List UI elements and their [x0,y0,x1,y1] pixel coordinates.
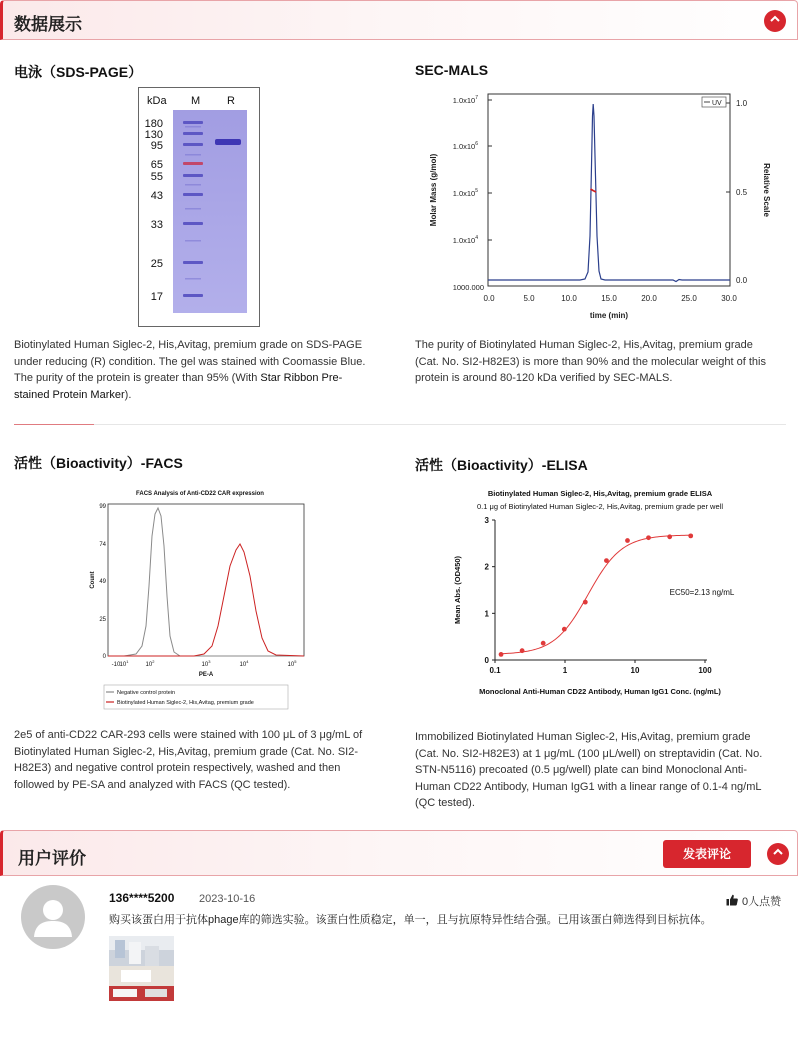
facs-legend-positive: Biotinylated Human Siglec-2, His,Avitag, premium grade [117,700,254,706]
elisa-chart-title: Biotinylated Human Siglec-2, His,Avitag, premium grade ELISA [487,489,713,498]
elisa-data-point [667,534,672,539]
facs-chart-title: FACS Analysis of Anti-CD22 CAR expression [136,491,264,497]
desc-line: STN-N5116) precoated (0.5 μg/well) plate can bind Monoclonal Anti- [415,764,748,776]
desc-line: (Cat. No. SI2-H82E3) at 1 μg/mL (100 μL/well) on streptavidin (Cat. No. [415,747,763,760]
sec-x-label: time (min) [589,311,629,320]
review-like-button[interactable] [726,893,781,909]
sec-x-tick: 25.0 [681,294,697,303]
elisa-data-point [499,652,504,657]
elisa-data-point [562,627,567,632]
sds-page-description [14,337,394,403]
elisa-x-tick: 10 [630,666,640,675]
sds-page-title: 电泳（SDS-PAGE） [14,64,143,80]
desc-line: 2e5 of anti-CD22 CAR-293 cells were stained with 100 μL of 3 μg/mL of [14,729,363,741]
sec-mals-chart [420,86,780,326]
gel-marker-label: 55 [150,171,163,183]
facs-legend-negative: Negative control protein [117,690,176,696]
svg-text:102: $10^2$ [145,659,155,668]
sec-y2-label: Relative Scale [762,163,771,217]
desc-line: Biotinylated Human Siglec-2, His,Avitag, premium grade on SDS-PAGE [14,339,363,351]
svg-text:1.0x107: $1.0x10^7$ [452,95,478,105]
review-photo[interactable] [109,936,174,1001]
facs-title: 活性（Bioactivity）-FACS [14,455,183,471]
gel-header-r: R [227,95,235,107]
collapse-data-section-button[interactable] [764,10,786,32]
review-username: 136****5200 [109,891,175,905]
star-ribbon-marker-link-cont[interactable]: stained Protein Marker [14,388,125,401]
elisa-fit-curve [501,535,691,654]
sec-mals-description [415,337,795,387]
facs-y-tick: 25 [99,617,106,623]
elisa-x-tick: 1 [562,666,568,675]
desc-line: The purity of the protein is greater than 95% (With Star Ribbon Pre- [14,372,343,384]
elisa-y-tick: 1 [484,609,489,619]
elisa-data-point [688,533,693,538]
reviews-title: 用户评价 [18,849,86,868]
user-icon [21,885,85,949]
sec-legend-uv: UV [712,100,722,107]
desc-line: under reducing (R) condition. The gel was stained with Coomassie Blue. [14,355,366,368]
thumbs-up-icon [726,894,738,909]
facs-x-tick: -10 [111,662,121,668]
sec-y-tick: 1.0x10 [452,236,476,245]
sec-y-tick: 1000.000 [452,283,484,292]
gel-header-m: M [191,95,201,107]
elisa-chart [440,484,780,704]
svg-text:105: $10^5$ [287,659,297,668]
collapse-reviews-button[interactable] [767,843,789,865]
sec-y2-tick: 0.5 [736,188,748,197]
facs-chart [84,486,314,714]
sec-y-label: Molar Mass (g/mol) [429,153,438,227]
elisa-y-tick: 2 [484,562,489,572]
desc-line: Human CD22 Antibody, Human IgG1 with a linear range of 0.1-4 ng/mL [415,780,762,793]
facs-x-tick: 10 [239,662,247,668]
svg-text:104: $10^4$ [239,659,249,668]
chevron-up-icon [772,847,784,861]
sec-x-tick: 10.0 [561,294,577,303]
facs-x-tick: 10 [201,662,209,668]
desc-line: (QC tested). [415,797,475,809]
elisa-ec50-annotation: EC50=2.13 ng/mL [669,588,735,597]
elisa-x-tick: 100 [698,666,712,675]
user-avatar [21,885,85,949]
gel-marker-label: 25 [150,258,163,270]
elisa-data-point [541,641,546,646]
desc-line: The purity of Biotinylated Human Siglec-2, His,Avitag, premium grade [415,339,753,351]
elisa-chart-subtitle: 0.1 μg of Biotinylated Human Siglec-2, His,Avitag, premium grade per well [477,502,723,511]
elisa-x-label: Monoclonal Anti-Human CD22 Antibody, Human IgG1 Conc. (ng/mL) [479,687,721,696]
elisa-data-point [625,538,630,543]
facs-y-label: Count [90,571,96,589]
elisa-y-tick: 3 [484,516,489,525]
facs-y-tick: 99 [99,504,106,510]
facs-y-tick: 0 [102,654,106,660]
facs-x-tick: 10 [287,662,295,668]
elisa-data-point [646,535,651,540]
desc-line: H82E3) and negative control protein respectively, washed and then [14,762,341,774]
desc-line: Immobilized Biotinylated Human Siglec-2, His,Avitag, premium grade [415,731,751,743]
elisa-x-tick: 0.1 [489,666,501,675]
sec-x-tick: 30.0 [721,294,737,303]
section-divider-accent [14,424,94,425]
gel-marker-label: 95 [150,140,163,152]
desc-line: followed by PE-SA and analyzed with FACS (QC tested). [14,778,291,791]
review-date: 2023-10-16 [199,893,256,905]
data-section-header [0,0,798,40]
sec-x-tick: 15.0 [601,294,617,303]
sec-y-tick: 1.0x10 [452,142,476,151]
svg-text:1.0x105: $1.0x10^5$ [452,188,478,198]
svg-text:101: $10^1$ [119,659,129,668]
svg-text:103: $10^3$ [201,659,211,668]
sec-y2-tick: 0.0 [736,276,748,285]
review-text: 购买该蛋白用于抗体phage库的筛选实验。该蛋白性质稳定，单一，且与抗原特异性结合强。已用该蛋白筛选得到目标抗体。 [109,914,712,926]
gel-marker-label: 17 [150,291,163,303]
sds-page-gel-image [138,87,260,327]
gel-marker-label: 43 [150,190,163,202]
gel-marker-label: 33 [150,219,163,231]
sec-y-tick: 1.0x10 [452,96,476,105]
elisa-title: 活性（Bioactivity）-ELISA [415,457,588,473]
gel-marker-label: 130 [144,129,163,141]
svg-text:1.0x104: $1.0x10^4$ [452,235,478,245]
gel-marker-label: 180 [144,118,163,130]
section-divider [14,424,786,425]
sec-y2-tick: 1.0 [736,99,748,108]
write-review-button[interactable]: 发表评论 [663,840,751,868]
facs-x-tick: 10 [119,662,127,668]
elisa-data-point [520,648,525,653]
sec-mals-title: SEC-MALS [415,62,489,78]
desc-line: stained Protein Marker). [14,388,132,401]
sec-x-tick: 0.0 [483,294,495,303]
review-like-count: 0人点赞 [742,896,782,908]
desc-line: (Cat. No. SI2-H82E3) is more than 90% and the molecular weight of this [415,355,766,368]
facs-y-tick: 49 [99,579,106,585]
data-section-title: 数据展示 [14,15,82,34]
sec-y-tick: 1.0x10 [452,189,476,198]
elisa-y-label: Mean Abs. (OD450) [453,555,462,625]
star-ribbon-marker-link[interactable]: Star Ribbon Pre- [260,372,343,384]
facs-x-tick: 10 [145,662,153,668]
gel-header-kda: kDa [147,95,167,107]
facs-y-tick: 74 [99,542,106,548]
sec-x-tick: 5.0 [523,294,535,303]
svg-text:1.0x106: $1.0x10^6$ [452,141,478,151]
elisa-description [415,729,795,812]
facs-description [14,727,394,793]
elisa-data-point [583,600,588,605]
desc-line: Biotinylated Human Siglec-2, His,Avitag, premium grade (Cat. No. SI2- [14,745,358,758]
gel-marker-label: 65 [150,159,163,171]
sec-x-tick: 20.0 [641,294,657,303]
elisa-data-point [604,558,609,563]
chevron-up-icon [769,14,781,28]
desc-line: protein is around 80-120 kDa verified by SEC-MALS. [415,372,673,384]
elisa-y-tick: 0 [484,656,489,665]
facs-x-label: PE-A [198,672,214,678]
